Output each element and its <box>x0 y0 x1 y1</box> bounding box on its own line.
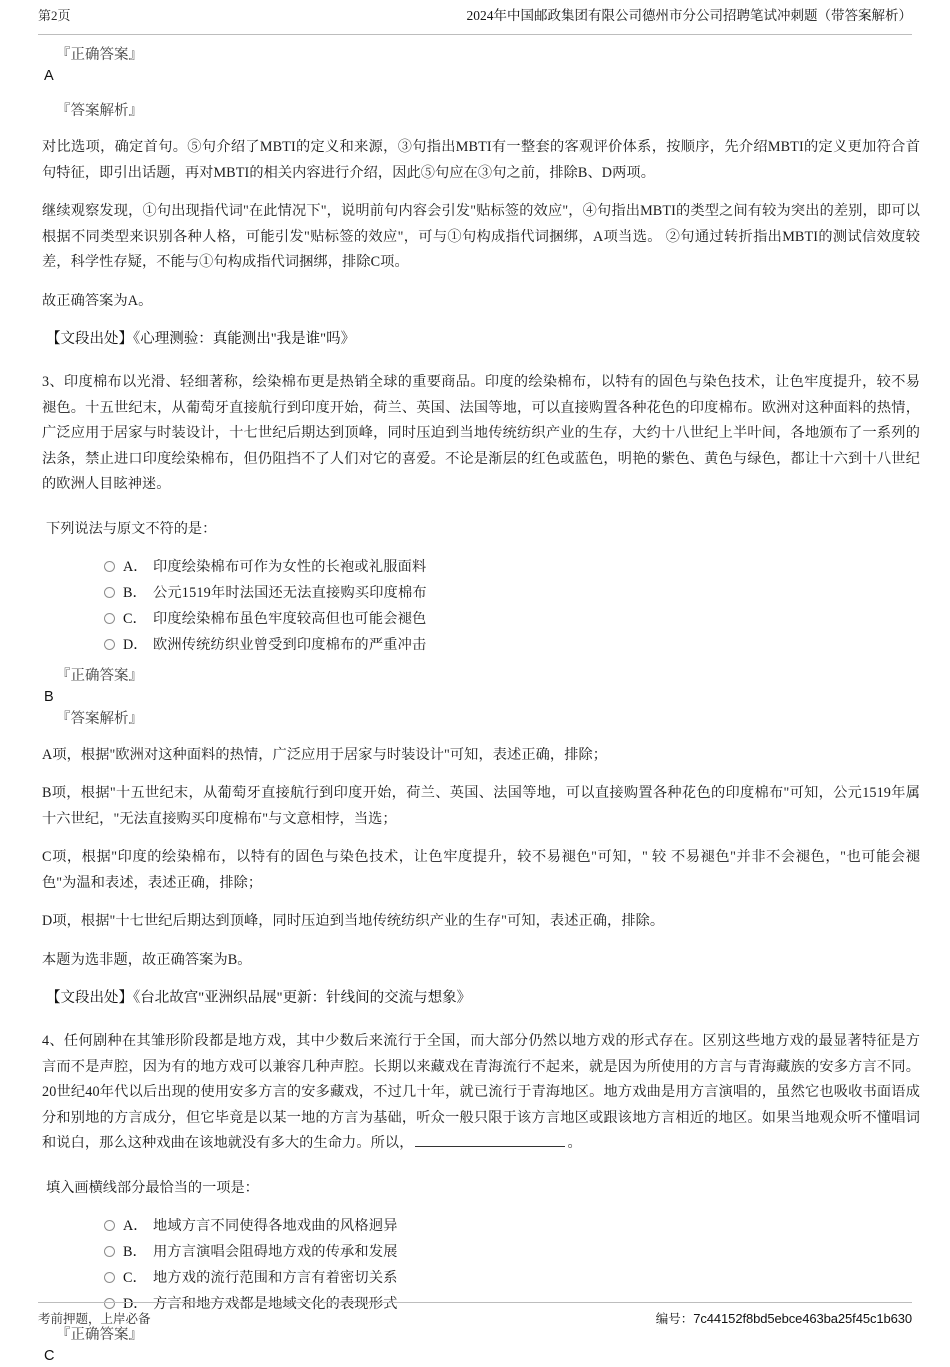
option-text: 方言和地方戏都是地域文化的表现形式 <box>153 1295 398 1312</box>
option-letter: D． <box>123 1295 148 1312</box>
answer-analysis-label-q2: 『答案解析』 <box>56 103 143 119</box>
q3-options-list <box>104 554 920 658</box>
option-letter: B． <box>123 584 147 601</box>
footer-code <box>656 1309 912 1327</box>
option-text: 用方言演唱会阻碍地方戏的传承和发展 <box>153 1243 398 1260</box>
page-header <box>38 0 912 35</box>
correct-answer-label-q3: 『正确答案』 <box>56 667 143 684</box>
document-content <box>42 44 920 1367</box>
footer-slogan: 考前押题，上岸必备 <box>38 1312 151 1326</box>
q4-body-part-1: 4、任何剧种在其雏形阶段都是地方戏，其中少数后来流行于全国，而大部分仍然以地方戏的形式存在。区别这些地方戏的最显著特征是方言而不是声腔，因为有的地方戏可以兼容几种声腔。长期以来藏戏在青海流行不起来，就是因为所使用的方言与青海藏族的安多方言不同。20世纪40年代以后出现的使用安多方言的安多藏戏，不过几十年，就已流行于青海地区。地方戏曲是用方言演唱的，虽然它也吸收书面语成分和别地的方言成分，但它毕竟是以某一地的方言为基础，听众一般只限于该方言地区或跟该地方言相近的地区。如果当地观众听不懂唱词和说白，那么这种戏曲在该地就没有多大的生命力。所以， <box>42 1033 920 1151</box>
page-number-label: 第2页 <box>38 8 71 23</box>
q3-option-a[interactable] <box>104 554 920 580</box>
source-line-q3 <box>46 986 920 1010</box>
document-title: 2024年中国邮政集团有限公司德州市分公司招聘笔试冲刺题（带答案解析） <box>466 8 912 23</box>
q3-analysis-option-b: B项，根据"十五世纪末，从葡萄牙直接航行到印度开始，荷兰、英国、法国等地，可以直接购置各种花色的印度棉布"可知，公元1519年属十六世纪，"无法直接购买印度棉布"与文意相悖，当选； <box>42 785 920 827</box>
radio-button-icon[interactable] <box>104 587 115 598</box>
q4-option-b[interactable] <box>104 1239 920 1265</box>
q4-body-text <box>42 1029 920 1157</box>
q3-option-b[interactable] <box>104 580 920 606</box>
correct-answer-value-q3: B <box>44 688 54 705</box>
footer-code-value: 7c44152f8bd5ebce463ba25f45c1b630 <box>693 1311 912 1326</box>
option-text: 印度绘染棉布可作为女性的长袍或礼服面料 <box>153 558 427 575</box>
source-label-q2: 【文段出处】 <box>46 331 133 347</box>
correct-answer-label-q2: 『正确答案』 <box>56 47 143 63</box>
correct-answer-value-q4: C <box>44 1347 55 1364</box>
source-line-q2 <box>46 327 920 351</box>
option-letter: C． <box>123 1269 147 1286</box>
option-letter: C． <box>123 610 147 627</box>
option-letter: A． <box>123 558 148 575</box>
q4-stem: 填入画横线部分最恰当的一项是： <box>46 1179 259 1196</box>
q2-analysis-paragraph-2: 继续观察发现，①句出现指代词"在此情况下"，说明前句内容会引发"贴标签的效应"，④句指出MBTI的类型之间有较为突出的差别，即可以根据不同类型来识别各种人格，可能引发"贴标签的效应"，可与①句构成指代词捆绑，A项当选。 ②句通过转折指出MBTI的测试信效度较差，科学性存疑，不能与①句构成指代词捆绑，排除C项。 <box>42 203 920 270</box>
radio-button-icon[interactable] <box>104 561 115 572</box>
option-letter: A． <box>123 1217 148 1234</box>
q3-stem: 下列说法与原文不符的是： <box>46 520 217 537</box>
page-footer <box>38 1302 912 1327</box>
q3-analysis-option-d: D项，根据"十七世纪后期达到顶峰，同时压迫到当地传统纺织产业的生存"可知，表述正确，排除。 <box>42 913 665 929</box>
correct-answer-label-q4: 『正确答案』 <box>56 1326 143 1343</box>
fill-in-blank-underline <box>415 1133 565 1147</box>
radio-button-icon[interactable] <box>104 639 115 650</box>
q2-analysis-paragraph-1: 对比选项，确定首句。⑤句介绍了MBTI的定义和来源，③句指出MBTI有一整套的客观评价体系，按顺序，先介绍MBTI的定义更加符合首句特征，即引出话题，再对MBTI的相关内容进行介绍，因此⑤句应在③句之前，排除B、D两项。 <box>42 139 920 181</box>
source-title-q3: 《台北故宫"亚洲织品展"更新：针线间的交流与想象》 <box>133 990 472 1006</box>
q4-options-list <box>104 1213 920 1317</box>
q3-analysis-option-a: A项，根据"欧洲对这种面料的热情，广泛应用于居家与时装设计"可知，表述正确，排除； <box>42 746 608 763</box>
radio-button-icon[interactable] <box>104 1220 115 1231</box>
q3-body-text: 3、印度棉布以光滑、轻细著称，绘染棉布更是热销全球的重要商品。印度的绘染棉布，以特有的固色与染色技术，让色牢度提升，较不易褪色。十五世纪末，从葡萄牙直接航行到印度开始，荷兰、英国、法国等地，可以直接购置各种花色的印度棉布。欧洲对这种面料的热情，广泛应用于居家与时装设计，十七世纪后期达到顶峰，同时压迫到当地传统纺织产业的生存，大约十八世纪上半叶间，各地颁布了一系列的法条，禁止进口印度绘染棉布，但仍阻挡不了人们对它的喜爱。不论是渐层的红色或蓝色，明艳的紫色、黄色与绿色，都让十六到十八世纪的欧洲人目眩神迷。 <box>42 374 920 492</box>
option-text: 欧洲传统纺织业曾受到印度棉布的严重冲击 <box>153 636 427 653</box>
option-letter: B． <box>123 1243 147 1260</box>
q3-option-c[interactable] <box>104 606 920 632</box>
radio-button-icon[interactable] <box>104 613 115 624</box>
option-text: 地方戏的流行范围和方言有着密切关系 <box>153 1269 398 1286</box>
footer-code-label: 编号： <box>655 1312 694 1326</box>
q4-option-a[interactable] <box>104 1213 920 1239</box>
option-text: 地域方言不同使得各地戏曲的风格迥异 <box>153 1217 398 1234</box>
option-text: 公元1519年时法国还无法直接购买印度棉布 <box>153 584 427 601</box>
q3-conclusion: 本题为选非题，故正确答案为B。 <box>42 951 252 968</box>
q3-option-d[interactable] <box>104 632 920 658</box>
option-text: 印度绘染棉布虽色牢度较高但也可能会褪色 <box>153 610 427 627</box>
source-label-q3: 【文段出处】 <box>46 990 133 1006</box>
q3-analysis-option-c: C项，根据"印度的绘染棉布，以特有的固色与染色技术，让色牢度提升，较不易褪色"可知，" 较 不易褪色"并非不会褪色，"也可能会褪色"为温和表述，表述正确，排除； <box>42 849 920 891</box>
option-letter: D． <box>123 636 148 653</box>
radio-button-icon[interactable] <box>104 1246 115 1257</box>
radio-button-icon[interactable] <box>104 1272 115 1283</box>
q4-body-part-2: 。 <box>567 1135 582 1151</box>
source-title-q2: 《心理测验：真能测出"我是谁"吗》 <box>133 331 356 347</box>
q4-option-c[interactable] <box>104 1265 920 1291</box>
answer-analysis-label-q3: 『答案解析』 <box>56 710 143 727</box>
q2-analysis-conclusion: 故正确答案为A。 <box>42 292 153 309</box>
correct-answer-value-q2: A <box>44 68 54 84</box>
